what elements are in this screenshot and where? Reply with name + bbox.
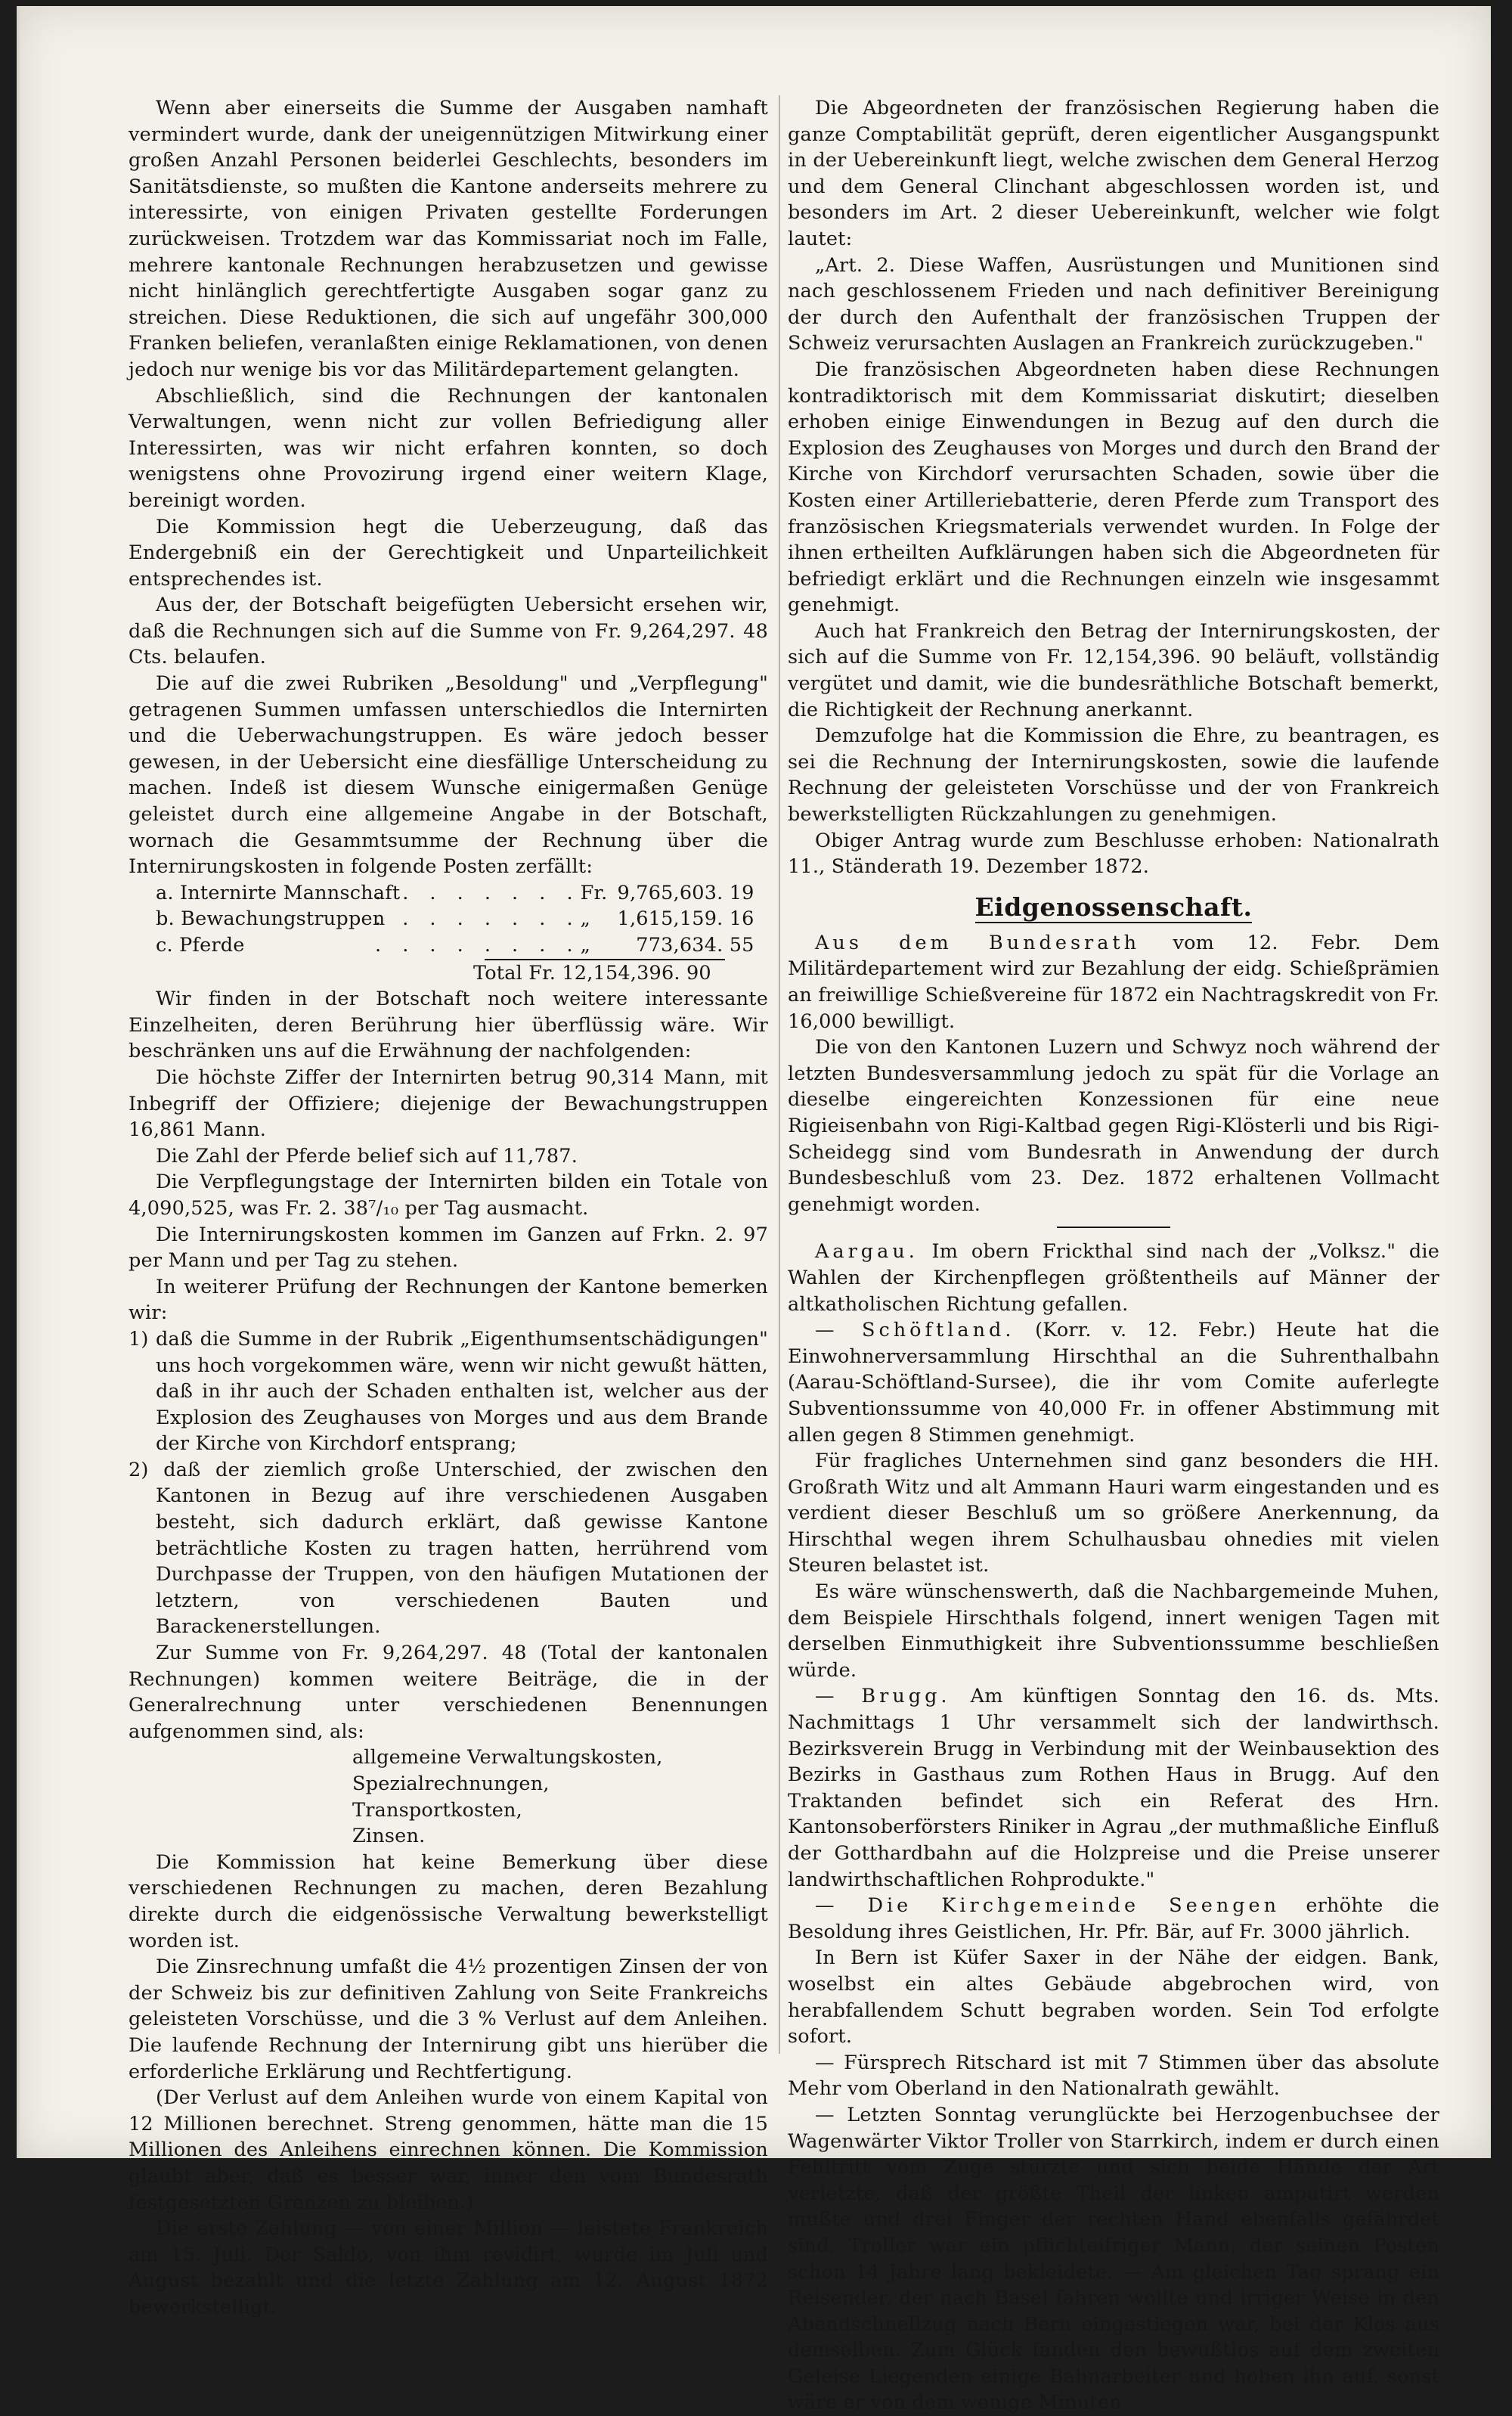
item-list (129, 1745, 768, 1849)
list-item: Zinsen. (352, 1825, 426, 1848)
paragraph: Wir finden in der Botschaft noch weitere interessante Einzelheiten, deren Berührung hier überflüssig wäre. Wir beschränken uns auf die Erwähnung der nachfolgenden: (129, 988, 768, 1063)
paragraph: Die Zinsrechnung umfaßt die 4½ prozentigen Zinsen der von der Schweiz bis zur definitiven Zahlung von Seite Frankreichs geleisteten Vorschüsse, und die 3 % Verlust auf dem Anleihen. Die laufende Rechnung der Internirung gibt uns hierüber die erforderliche Erklärung und Rechtfertigung. (129, 1955, 768, 2083)
paragraph: Die Kommission hat keine Bemerkung über diese verschiedenen Rechnungen zu machen, deren Bezahlung direkte durch die eidgenössische Verwaltung bewerkstelligt worden ist. (129, 1850, 768, 1952)
paragraph: Die von den Kantonen Luzern und Schwyz noch während der letzten Bundesversammlung jedoch zu spät für die Vorlage an dieselbe eingereichten Konzessionen für eine neue Rigieisenbahn von Rigi-Kaltbad gegen Rigi-Klösterli und bis Rigi-Scheidegg sind vom Bundesrath in Anwendung der durch Bundesbeschluß vom 23. Dez. 1872 erhaltenen Vollmacht genehmigt worden. (788, 1036, 1439, 1216)
paragraph: In Bern ist Küfer Saxer in der Nähe der eidgen. Bank, woselbst ein altes Gebäude abgebrochen wird, von herabfallendem Schutt begraben worden. Sein Tod erfolgte sofort. (788, 1946, 1439, 2048)
paragraph: — Fürsprech Ritschard ist mit 7 Stimmen über das absolute Mehr vom Oberland in den Nationalrath gewählt. (788, 2051, 1439, 2101)
news-text: vom 12. Febr. Dem Militärdepartement wird zur Bezahlung der eidg. Schießprämien an freiwillige Schießvereine für 1872 ein Nachtragskredit von Fr. 16,000 bewilligt. (788, 931, 1439, 1033)
paragraph: Zur Summe von Fr. 9,264,297. 48 (Total der kantonalen Rechnungen) kommen weitere Beiträge, die in der Generalrechnung unter verschiedenen Benennungen aufgenommen sind, als: (129, 1642, 768, 1743)
news-item (788, 1239, 1439, 1317)
paragraph: Die höchste Ziffer der Internirten betrug 90,314 Mann, mit Inbegriff der Offiziere; diejenige der Bewachungstruppen 16,861 Mann. (129, 1065, 768, 1142)
paragraph: Die Zahl der Pferde belief sich auf 11,787. (156, 1144, 578, 1168)
news-text: Im obern Frickthal sind nach der „Volksz." die Wahlen der Kirchenpflegen größtentheils auf Männer der altkatholischen Richtung gefallen. (788, 1240, 1439, 1316)
section-heading (788, 889, 1439, 926)
right-column (788, 95, 1439, 2416)
leader-dots: . . . . . . . . (375, 934, 581, 957)
paragraph: Abschließlich, sind die Rechnungen der kantonalen Verwaltungen, wenn nicht zur vollen Befriedigung aller Interessirten, was wir nicht erfahren konnten, so doch wenigstens ohne Provozirung irgend einer weitern Klage, bereinigt worden. (129, 384, 768, 512)
cost-currency: „ (580, 934, 591, 957)
paragraph: Die Kommission hegt die Ueberzeugung, daß das Endergebniß ein der Gerechtigkeit und Unparteilichkeit entsprechendes ist. (129, 515, 768, 591)
paragraph: Auch hat Frankreich den Betrag der Internirungskosten, der sich auf die Summe von Fr. 12,154,396. 90 beläuft, vollständig vergütet und damit, wie die bundesräthliche Botschaft bemerkt, die Richtigkeit der Rechnung anerkannt. (788, 619, 1439, 721)
news-text: Am künftigen Sonntag den 16. ds. Mts. Nachmittags 1 Uhr versammelt sich der landwirthsch. Bezirksverein Brugg in Verbindung mit der Weinbausektion des Bezirks in Gasthaus zum Rothen Haus in Brugg. Auf den Traktanden befindet sich ein Referat des Hrn. Kantonsoberförsters Riniker in Agrau „der muthmaßliche Einfluß der Gotthardbahn auf die Holzpreise und die Preise unserer landwirthschaftlichen Rohprodukte." (788, 1685, 1439, 1891)
paragraph: Aus der, der Botschaft beigefügten Uebersicht ersehen wir, daß die Rechnungen sich auf die Summe von Fr. 9,264,297. 48 Cts. belaufen. (129, 594, 768, 669)
paragraph: Die Abgeordneten der französischen Regierung haben die ganze Comptabilität geprüft, deren eigentlicher Ausgangspunkt in der Uebereinkunft liegt, welche zwischen dem General Herzog und dem General Clinchant abgeschlossen worden ist, und besonders im Art. 2 dieser Uebereinkunft, welcher wie folgt lautet: (788, 97, 1439, 250)
cost-currency: Fr. (580, 881, 608, 904)
page-edge (17, 6, 20, 2158)
quotation: „Art. 2. Diese Waffen, Ausrüstungen und Munitionen sind nach geschlossenem Frieden und nach definitiver Bereinigung der durch den Aufenthalt der französischen Truppen der Schweiz verursachten Auslagen an Frankreich zurückzugeben." (788, 253, 1439, 355)
cost-amount: 773,634. 55 (636, 934, 754, 957)
news-item (788, 1683, 1439, 1893)
paragraph: Demzufolge hat die Kommission die Ehre, zu beantragen, es sei die Rechnung der Internirungskosten, sowie die laufende Rechnung der geleisteten Vorschüsse und der von Frankreich bewerkstelligten Rückzahlungen zu genehmigen. (788, 724, 1439, 827)
cost-label: b. Bewachungstruppen (156, 907, 386, 931)
newspaper-page (17, 6, 1491, 2414)
news-lead: — Schöftland. (815, 1319, 1015, 1342)
list-item: 2) daß der ziemlich große Unterschied, der zwischen den Kantonen in Bezug auf ihre verschiedenen Ausgaben besteht, sich dadurch erklärt, daß gewisse Kantone beträchtliche Kosten zu tragen hatten, herrührend vom Durchpasse der Truppen, von den häufigen Mutationen der letztern, von verschiedenen Bauten und Barackenerstellungen. (129, 1458, 768, 1639)
paragraph: Für fragliches Unternehmen sind ganz besonders die HH. Großrath Witz und alt Ammann Hauri warm eingestanden und es verdient dieser Beschluß um so größere Anerkennung, da Hirschthal wegen ihrem Schulhausbau ohnedies mit vielen Steuren belastet ist. (788, 1450, 1439, 1577)
cost-label: a. Internirte Mannschaft (156, 881, 401, 904)
cost-amount: 9,765,603. 19 (617, 881, 754, 904)
leader-dots: . . . . . . . . (375, 881, 581, 904)
paragraph: Wenn aber einerseits die Summe der Ausgaben namhaft vermindert wurde, dank der uneigennützigen Mitwirkung einer großen Anzahl Personen beiderlei Geschlechts, besonders im Sanitätsdienste, so mußten die Kantone anderseits mehrere zu interessirte, von einigen Privaten gestellte Forderungen zurückweisen. Trotzdem war das Kommissariat noch im Falle, mehrere kantonale Rechnungen herabzusetzen und gewisse nicht hinlänglich gerechtfertigte Ausgaben sogar ganz zu streichen. Diese Reduktionen, die sich auf ungefähr 300,000 Franken beliefen, veranlaßten einige Reklamationen, von denen jedoch nur wenige bis vor das Militärdepartement gelangten. (129, 97, 768, 381)
left-column (129, 95, 768, 2320)
cost-row (156, 932, 768, 959)
separator-rule (1057, 1227, 1170, 1228)
list-item: Spezialrechnungen, (352, 1772, 550, 1795)
cost-label: c. Pferde (156, 934, 245, 957)
paragraph: — Letzten Sonntag verunglückte bei Herzogenbuchsee der Wagenwärter Viktor Troller von Starrkirch, indem er durch einen Fehltritt vom Zuge stürzte und sich beide Hände der Art verletzte, daß der größte Theil der linken amputirt werden mußte und drei Finger der rechten Hand ebenfalls gefährdet sind. Troller war ein pflichteifriger Mann, der seinen Posten schon 14 Jahre lang bekleidete. — Am gleichen Tag sprang ein Reisender, der nach Basel fahren wollte und irriger Weise in den Abendschnellzug nach Bern eingestiegen war, bei der Klos aus demselben. Zum Glück fanden den bewußtlos auf dem zweiten Geleise Liegenden einige Bahnarbeiter und hoben ihn auf, sonst wäre er von dem wenige Minuten (788, 2103, 1439, 2414)
news-lead: Aus dem Bundesrath (815, 931, 1141, 954)
paragraph: Obiger Antrag wurde zum Beschlusse erhoben: Nationalrath 11., Ständerath 19. Dezember 1872. (788, 829, 1439, 879)
cost-total: Total Fr. 12,154,396. 90 (473, 961, 711, 985)
list-item: allgemeine Verwaltungskosten, (352, 1746, 663, 1769)
list-item: Transportkosten, (352, 1798, 522, 1822)
section-heading-text: Eidgenossenschaft. (974, 892, 1253, 922)
cost-currency: „ (580, 907, 591, 931)
paragraph: Die erste Zahlung — von einer Million — leistete Frankreich am 15. Juli. Der Saldo, von ihm revidirt, wurde im Juli und August bezahlt und die letzte Zahlung am 12. August 1872 bewerkstelligt. (129, 2217, 768, 2318)
paragraph: Die Internirungskosten kommen im Ganzen auf Frkn. 2. 97 per Mann und per Tag zu stehen. (129, 1223, 768, 1273)
news-item (788, 1893, 1439, 1945)
cost-row (156, 906, 768, 932)
paragraph: (Der Verlust auf dem Anleihen wurde von einem Kapital von 12 Millionen berechnet. Streng genommen, hätte man die 15 Millionen des Anleihens einrechnen können. Die Kommission glaubt aber, daß es besser war, inner den vom Bundesrath festgesetzten Grenzen zu bleiben.) (129, 2086, 768, 2214)
paragraph: Die auf die zwei Rubriken „Besoldung" und „Verpflegung" getragenen Summen umfassen unterschiedlos die Internirten und die Ueberwachungstruppen. Es wäre jedoch besser gewesen, in der Uebersicht eine diesfällige Unterscheidung zu machen. Indeß ist diesem Wunsche einigermaßen Genüge geleistet durch eine allgemeine Angabe in der Botschaft, wornach die Gesammtsumme der Rechnung über die Internirungskosten in folgende Posten zerfällt: (129, 672, 768, 879)
list-item: 1) daß die Summe in der Rubrik „Eigenthumsentschädigungen" uns hoch vorgekommen wäre, wenn wir nicht gewußt hätten, daß in ihr auch der Schaden enthalten ist, welcher aus der Explosion des Zeughauses von Morges und aus dem Brande der Kirche von Kirchdorf entsprang; (129, 1327, 768, 1456)
news-lead: — Brugg. (815, 1685, 951, 1708)
news-text: (Korr. v. 12. Febr.) Heute hat die Einwohnerversammlung Hirschthal an die Suhrenthalbahn (Aarau-Schöftland-Sursee), die ihr vom Comite auferlegte Subventionssumme von 40,000 Fr. in offener Abstimmung mit allen gegen 8 Stimmen genehmigt. (788, 1319, 1439, 1447)
cost-row (156, 880, 768, 907)
paragraph: Die französischen Abgeordneten haben diese Rechnungen kontradiktorisch mit dem Kommissariat diskutirt; dieselben erhoben einige Einwendungen in Bezug auf den durch die Explosion des Zeughauses von Morges und durch den Brand der Kirche von Kirchdorf verursachten Schaden, sowie über die Kosten einer Artilleriebatterie, deren Pferde zum Transport des französischen Kriegsmaterials verwendet wurden. In Folge der ihnen ertheilten Aufklärungen haben sich die Abgeordneten für befriedigt erklärt und die Rechnungen einzeln wie insgesammt genehmigt. (788, 358, 1439, 617)
cost-table (129, 880, 768, 986)
paragraph: In weiterer Prüfung der Rechnungen der Kantone bemerken wir: (129, 1275, 768, 1325)
news-lead: — Die Kirchgemeinde Seengen (815, 1894, 1281, 1918)
news-item (788, 1317, 1439, 1448)
column-divider (779, 95, 780, 2054)
news-lead: Aargau. (815, 1240, 919, 1264)
leader-dots: . . . . . . . . (375, 907, 581, 931)
news-text: erhöhte die Besoldung ihres Geistlichen, Hr. Pfr. Bär, auf Fr. 3000 jährlich. (788, 1894, 1439, 1943)
cost-amount: 1,615,159. 16 (617, 907, 754, 931)
news-item (788, 930, 1439, 1034)
paragraph: Es wäre wünschenswerth, daß die Nachbargemeinde Muhen, dem Beispiele Hirschthals folgend, innert wenigen Tagen mit derselben Einmuthigkeit ihre Subventionssumme beschließen würde. (788, 1580, 1439, 1682)
paragraph: Die Verpflegungstage der Internirten bilden ein Totale von 4,090,525, was Fr. 2. 38⁷/₁₀ per Tag ausmacht. (129, 1171, 768, 1220)
